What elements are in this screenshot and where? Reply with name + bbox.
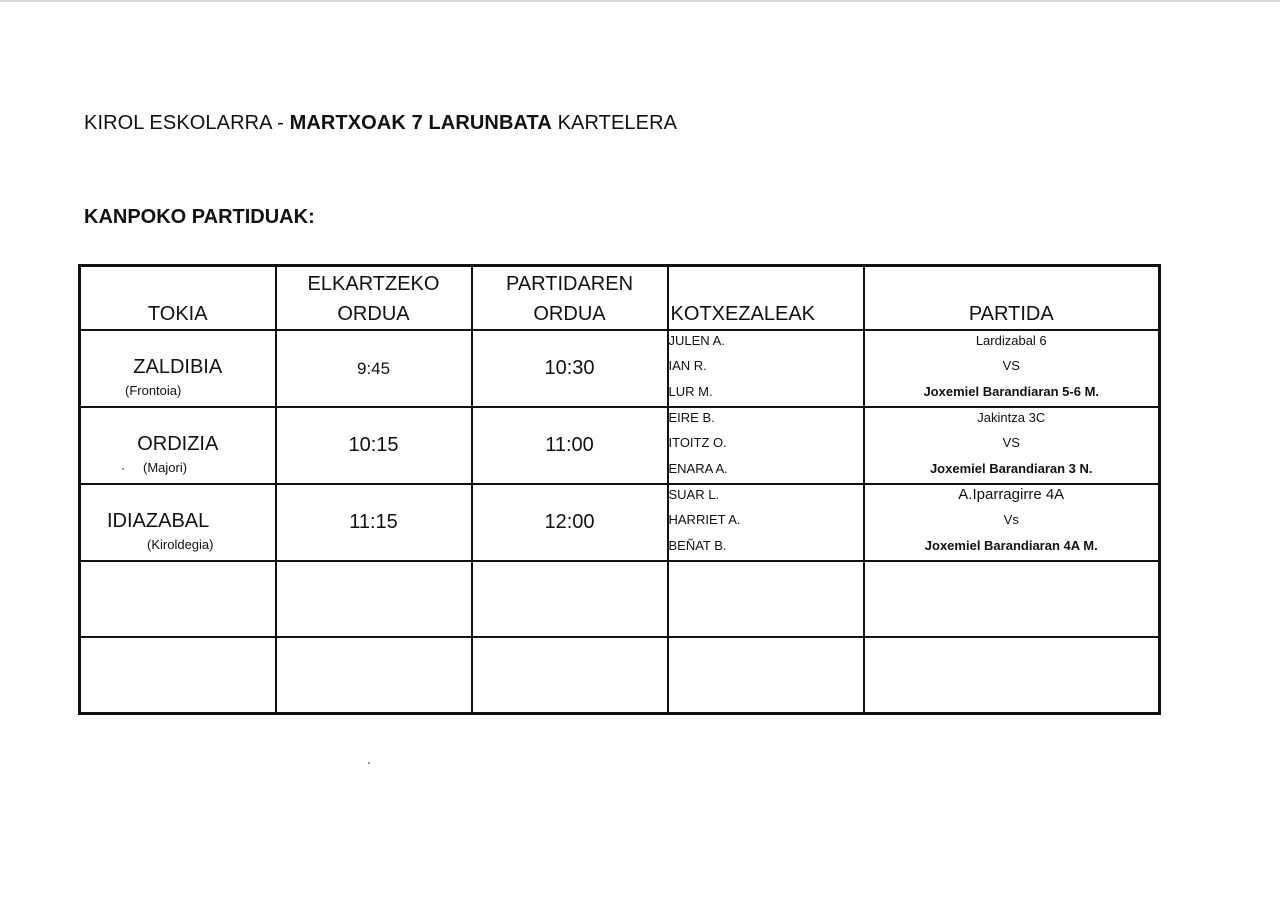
driver-name: IAN R. <box>668 358 707 373</box>
match-time-cell: 12:00 <box>472 484 668 561</box>
empty-cell <box>276 561 472 637</box>
drivers-cell <box>668 484 864 561</box>
driver-name: LUR M. <box>668 384 713 399</box>
header-match: PARTIDA <box>864 266 1160 331</box>
versus-label: VS <box>1002 435 1020 450</box>
empty-cell <box>472 637 668 714</box>
match-cell <box>864 484 1160 561</box>
empty-cell <box>668 637 864 714</box>
meet-time-cell: 10:15 <box>276 407 472 484</box>
place-name: ZALDIBIA <box>133 356 223 378</box>
home-team: Lardizabal 6 <box>975 333 1047 348</box>
empty-table-row <box>80 561 1160 637</box>
meet-time-cell: 11:15 <box>276 484 472 561</box>
place-cell <box>80 407 276 484</box>
table-header-row <box>80 266 1160 331</box>
place-venue: (Kiroldegia) <box>147 537 214 552</box>
place-name: IDIAZABAL <box>107 510 210 532</box>
driver-name: SUAR L. <box>668 487 720 502</box>
driver-name: HARRIET A. <box>668 512 741 527</box>
header-match-time: PARTIDAREN ORDUA <box>472 266 668 331</box>
driver-name: ENARA A. <box>668 461 728 476</box>
versus-label: VS <box>1002 358 1020 373</box>
away-team: Joxemiel Barandiaran 4A M. <box>924 538 1098 553</box>
table-row <box>80 484 1160 561</box>
empty-cell <box>276 637 472 714</box>
driver-name: EIRE B. <box>668 410 715 425</box>
match-cell <box>864 407 1160 484</box>
empty-cell <box>864 561 1160 637</box>
title-date: MARTXOAK 7 LARUNBATA <box>289 112 552 134</box>
empty-table-row <box>80 637 1160 714</box>
away-team: Joxemiel Barandiaran 3 N. <box>929 461 1093 476</box>
away-team: Joxemiel Barandiaran 5-6 M. <box>923 384 1100 399</box>
table-row <box>80 330 1160 407</box>
match-time-cell: 11:00 <box>472 407 668 484</box>
match-cell <box>864 330 1160 407</box>
header-place: TOKIA <box>80 266 276 331</box>
scan-edge-line <box>0 0 1280 2</box>
place-name: ORDIZIA <box>137 433 219 455</box>
match-time-cell: 10:30 <box>472 330 668 407</box>
empty-cell <box>80 561 276 637</box>
empty-cell <box>472 561 668 637</box>
title-suffix: KARTELERA <box>551 112 678 134</box>
place-cell <box>80 330 276 407</box>
empty-cell <box>864 637 1160 714</box>
meet-time-cell: 9:45 <box>276 330 472 407</box>
home-team: Jakintza 3C <box>977 410 1046 425</box>
header-drivers: KOTXEZALEAK <box>668 266 864 331</box>
versus-label: Vs <box>1003 512 1019 527</box>
driver-name: JULEN A. <box>668 333 725 348</box>
place-cell <box>80 484 276 561</box>
header-meet-time: ELKARTZEKO ORDUA <box>276 266 472 331</box>
drivers-cell <box>668 407 864 484</box>
section-heading: KANPOKO PARTIDUAK: <box>84 206 315 228</box>
title-prefix: KIROL ESKOLARRA - <box>84 112 290 134</box>
scan-speck <box>368 762 370 764</box>
home-team: A.Iparragirre 4A <box>958 486 1065 503</box>
empty-cell <box>668 561 864 637</box>
table-row <box>80 407 1160 484</box>
driver-name: ITOITZ O. <box>668 435 727 450</box>
drivers-cell <box>668 330 864 407</box>
empty-cell <box>80 637 276 714</box>
page-title <box>84 112 677 135</box>
driver-name: BEÑAT B. <box>668 538 727 553</box>
match-schedule-table <box>78 264 1161 715</box>
place-venue: (Frontoia) <box>125 383 182 398</box>
scan-speck <box>122 468 124 470</box>
place-venue: (Majori) <box>143 460 188 475</box>
